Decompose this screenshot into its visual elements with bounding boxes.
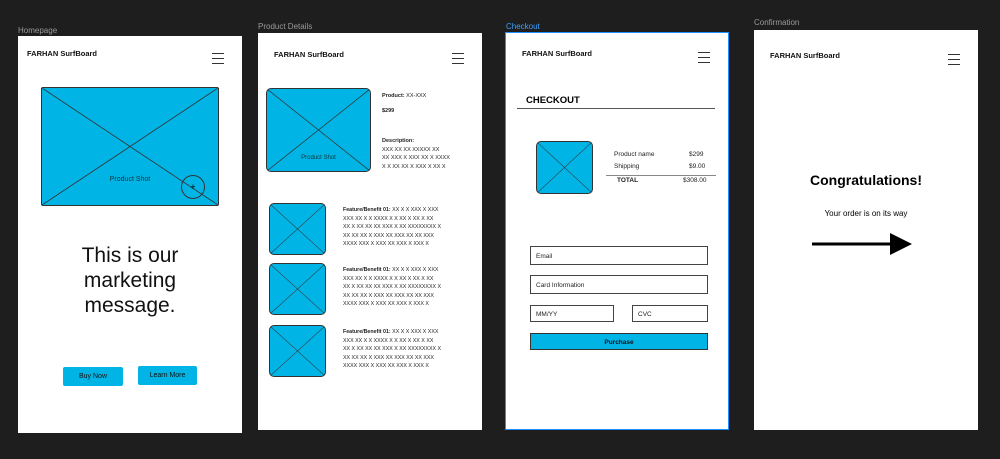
description-line: XXX XX XX XXXXX XX [382,146,440,153]
feature-line: XX X X XXX X XXX [392,207,439,213]
shipping-label: Shipping [614,163,640,170]
product-shot-label: Product Shot [109,176,151,183]
totals-divider [606,175,716,176]
product-thumbnail [536,141,593,194]
frame-label-homepage[interactable]: Homepage [18,26,58,35]
feature-line: XXXX XXX X XXX XX XXX X XXX X [343,363,429,370]
feature-text [343,328,441,371]
homepage-frame[interactable] [18,36,242,433]
product-label: Product: [382,93,405,99]
frame-label-product[interactable]: Product Details [258,22,313,31]
product-shot-image [41,87,219,206]
feature-image [269,263,326,315]
hamburger-menu-icon[interactable] [452,53,464,64]
total-label: TOTAL [617,177,639,184]
hamburger-menu-icon[interactable] [698,52,710,63]
feature-line: XX XX XX X XXX XX XXX XX XX XXX [343,292,434,299]
learn-more-button[interactable]: Learn More [138,366,197,385]
feature-text [343,206,441,249]
email-field[interactable]: Email [530,246,708,265]
description [382,137,450,171]
product-price: $299 [689,151,704,158]
checkout-title: CHECKOUT [526,95,580,106]
confirmation-frame[interactable] [754,30,978,430]
feature-line: XX X XX XX XX XXX X XX XXXXXXXX X [343,284,442,291]
product-price: $299 [382,108,395,114]
feature-line: XX X XX XX XX XXX X XX XXXXXXXX X [343,346,442,353]
feature-label: Feature/Benefit 01: [343,329,391,335]
shipping-price: $9.00 [689,163,706,170]
feature-label: Feature/Benefit 01: [343,207,391,213]
product-shot-image [266,88,371,172]
confirmation-subtitle: Your order is on its way [824,209,908,218]
description-line: XX XXX X XXX XX X XXXX [382,155,450,161]
product-details-frame[interactable] [258,33,482,430]
feature-line: XXXX XXX X XXX XX XXX X XXX X [343,301,429,308]
hamburger-menu-icon[interactable] [948,54,960,65]
zoom-icon[interactable]: + [181,175,205,199]
brand-logo: FARHAN SurfBoard [522,49,593,58]
feature-image [269,203,326,255]
feature-line: XX X X XXX X XXX [392,267,439,273]
feature-line: XX X XX XX XX XXX X XX XXXXXXXX X [343,224,442,231]
feature-line: XXX XX X X XXXX X X XX X XX X XX [343,215,434,222]
brand-logo: FARHAN SurfBoard [274,50,345,59]
feature-image [269,325,326,377]
title-divider [517,108,715,109]
brand-logo: FARHAN SurfBoard [770,51,841,60]
feature-label: Feature/Benefit 01: [343,267,391,273]
frame-label-confirmation[interactable]: Confirmation [754,18,800,27]
feature-line: XX X X XXX X XXX [392,329,439,335]
feature-line: XXX XX X X XXXX X X XX X XX X XX [343,337,434,344]
product-value: XX-XXX [406,93,427,99]
buy-now-button[interactable]: Buy Now [63,367,123,386]
total-price: $308.00 [683,177,707,184]
feature-line: XXX XX X X XXXX X X XX X XX X XX [343,275,434,282]
purchase-button[interactable]: Purchase [530,333,708,350]
arrow-right-icon [810,232,914,256]
description-label: Description: [382,138,415,144]
feature-text [343,266,441,309]
feature-line: XX XX XX X XXX XX XXX XX XX XXX [343,354,434,361]
marketing-message: This is our marketing message. [81,244,179,317]
confirmation-title: Congratulations! [810,172,922,188]
frame-label-checkout[interactable]: Checkout [506,22,540,31]
card-information-field[interactable]: Card Information [530,275,708,294]
description-line: X X XX XX X XXX X XX X [382,163,446,170]
expiry-field[interactable]: MM/YY [530,305,614,322]
product-shot-label: Product Shot [301,155,336,161]
brand-logo: FARHAN SurfBoard [27,49,98,58]
cvc-field[interactable]: CVC [632,305,708,322]
checkout-frame[interactable] [505,32,729,430]
feature-line: XX XX XX X XXX XX XXX XX XX XXX [343,232,434,239]
feature-line: XXXX XXX X XXX XX XXX X XXX X [343,241,429,248]
hamburger-menu-icon[interactable] [212,53,224,64]
product-name: Product name [614,151,655,158]
